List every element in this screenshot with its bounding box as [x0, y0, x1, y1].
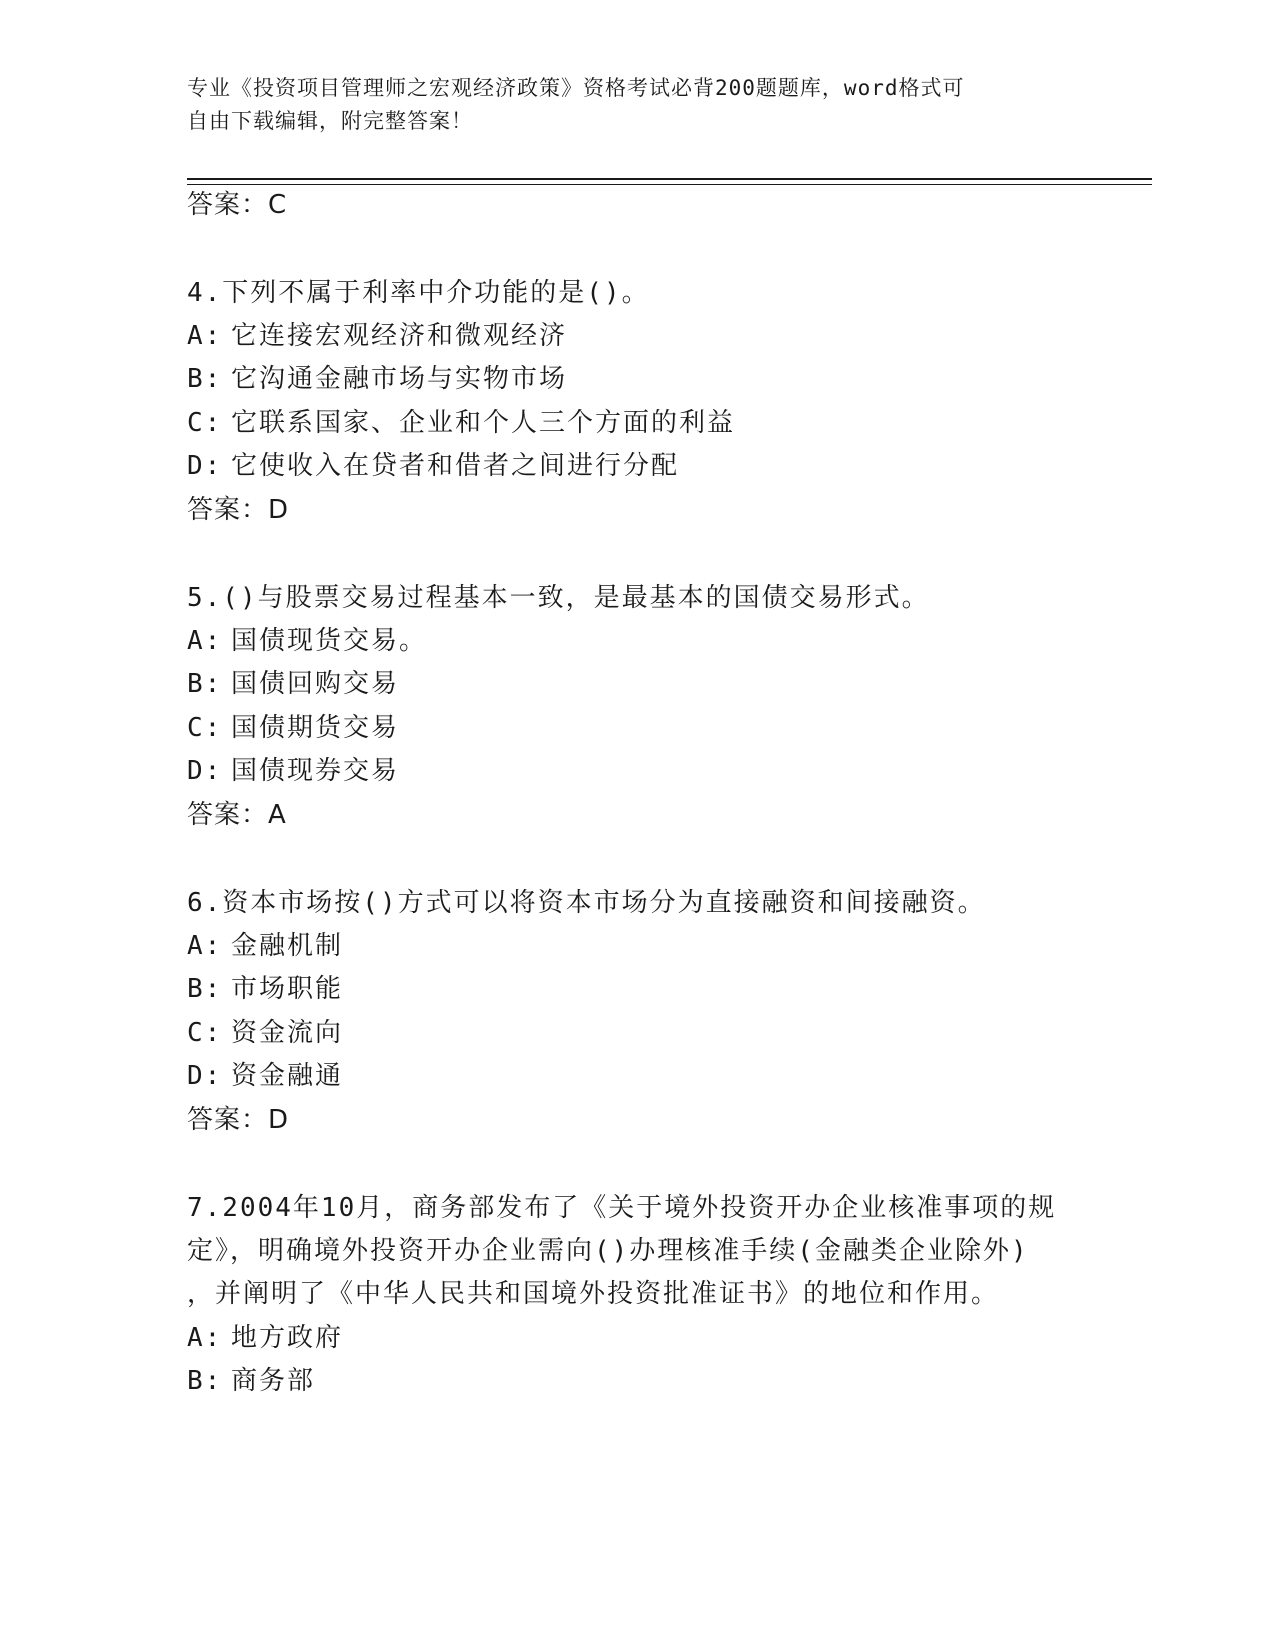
question-stem: 4.下列不属于利率中介功能的是()。 — [187, 278, 650, 308]
answer-value: D — [268, 1105, 290, 1135]
option-c — [187, 1016, 343, 1050]
option-d — [187, 1059, 343, 1093]
option-text: 它使收入在贷者和借者之间进行分配 — [231, 451, 680, 481]
option-b — [187, 667, 399, 701]
option-key: D: — [187, 1061, 223, 1091]
answer-value: C — [268, 190, 288, 220]
option-key: C: — [187, 1018, 223, 1048]
answer-q3 — [187, 188, 287, 222]
option-text: 资金融通 — [231, 1061, 344, 1091]
option-text: 地方政府 — [231, 1323, 344, 1353]
option-key: B: — [187, 974, 223, 1004]
option-text: 它连接宏观经济和微观经济 — [231, 321, 568, 351]
answer-label: 答案： — [187, 1105, 269, 1135]
option-text: 市场职能 — [231, 974, 344, 1004]
option-d — [187, 754, 399, 788]
answer-label: 答案： — [187, 495, 269, 525]
option-b — [187, 362, 567, 396]
option-text: 它沟通金融市场与实物市场 — [231, 364, 568, 394]
option-text: 金融机制 — [231, 931, 344, 961]
answer-value: D — [268, 495, 290, 525]
answer-q6 — [187, 1103, 289, 1137]
option-key: B: — [187, 364, 223, 394]
header-line-1: 专业《投资项目管理师之宏观经济政策》资格考试必背200题题库，word格式可 — [187, 76, 965, 100]
option-key: A: — [187, 1323, 223, 1353]
option-c — [187, 406, 735, 440]
question-stem: 6.资本市场按()方式可以将资本市场分为直接融资和间接融资。 — [187, 888, 986, 918]
header-divider-thin — [187, 184, 1152, 185]
option-a — [187, 624, 427, 658]
answer-value: A — [268, 800, 287, 830]
answer-label: 答案： — [187, 800, 269, 830]
option-key: A: — [187, 321, 223, 351]
option-c — [187, 711, 399, 745]
option-key: C: — [187, 408, 223, 438]
option-text: 资金流向 — [231, 1018, 344, 1048]
option-key: A: — [187, 931, 223, 961]
document-header — [187, 72, 1067, 138]
question-stem: 5.()与股票交易过程基本一致，是最基本的国债交易形式。 — [187, 583, 930, 613]
option-text: 国债回购交易 — [231, 669, 400, 699]
question-stem: 7.2004年10月，商务部发布了《关于境外投资开办企业核准事项的规 — [187, 1193, 1057, 1223]
option-a — [187, 319, 567, 353]
option-text: 它联系国家、企业和个人三个方面的利益 — [231, 408, 736, 438]
option-text: 国债期货交易 — [231, 713, 400, 743]
option-b — [187, 972, 343, 1006]
option-text: 商务部 — [231, 1366, 316, 1396]
option-key: B: — [187, 669, 223, 699]
header-line-2: 自由下载编辑，附完整答案！ — [187, 109, 473, 133]
question-stem-cont: 定》，明确境外投资开办企业需向()办理核准手续(金融类企业除外) — [187, 1236, 1029, 1266]
option-b — [187, 1364, 315, 1398]
answer-q5 — [187, 798, 287, 832]
option-key: A: — [187, 626, 223, 656]
option-key: D: — [187, 451, 223, 481]
option-text: 国债现货交易。 — [231, 626, 428, 656]
option-key: B: — [187, 1366, 223, 1396]
option-a — [187, 929, 343, 963]
option-key: C: — [187, 713, 223, 743]
answer-label: 答案： — [187, 190, 269, 220]
answer-q4 — [187, 493, 289, 527]
option-text: 国债现券交易 — [231, 756, 400, 786]
question-stem-cont: ，并阐明了《中华人民共和国境外投资批准证书》的地位和作用。 — [187, 1279, 1000, 1309]
header-divider-thick — [187, 178, 1152, 180]
option-key: D: — [187, 756, 223, 786]
option-d — [187, 449, 679, 483]
option-a — [187, 1321, 343, 1355]
